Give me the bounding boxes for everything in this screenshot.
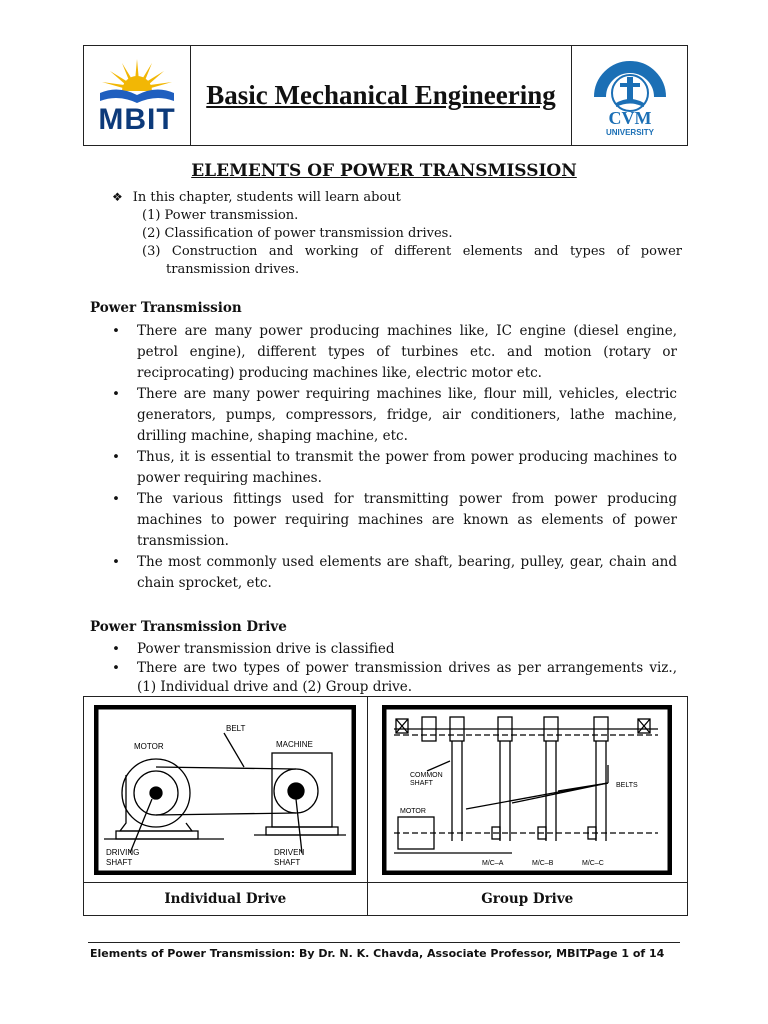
- label-driven: DRIVEN: [274, 847, 305, 857]
- label-machine: MACHINE: [276, 739, 314, 749]
- drive-bullets: [112, 640, 677, 697]
- individual-drive-diagram: [94, 705, 356, 875]
- mbit-logo-text: MBIT: [98, 102, 176, 136]
- label-belts: BELTS: [616, 781, 638, 789]
- course-title: Basic Mechanical Engineering: [206, 80, 556, 110]
- bullet-item: • The various fittings used for transmitting power from power producing machines to power requiring machines are known as elements of power transmission.: [112, 489, 677, 552]
- group-drive-diagram: [382, 705, 672, 875]
- mbit-logo: [84, 46, 191, 145]
- label-motor: MOTOR: [134, 741, 164, 751]
- label-belt: BELT: [226, 723, 246, 733]
- label-driving: DRIVING: [106, 847, 140, 857]
- label-mc-b: M/C–B: [532, 859, 554, 867]
- chapter-intro: [112, 188, 682, 279]
- intro-lead: ❖ In this chapter, students will learn about: [112, 188, 682, 207]
- drive-figure-table: [83, 696, 688, 916]
- individual-drive-figure: [84, 697, 368, 882]
- caption-individual-drive: Individual Drive: [84, 883, 368, 915]
- sunrise-book-icon: [92, 55, 182, 105]
- bullet-item: • The most commonly used elements are shaft, bearing, pulley, gear, chain and chain sprocket, etc.: [112, 552, 677, 594]
- bullet-item: • There are two types of power transmission drives as per arrangements viz., (1) Individual drive and (2) Group drive.: [112, 659, 677, 697]
- bullet-item: • There are many power requiring machines like, flour mill, vehicles, electric generators, pumps, compressors, fridge, air conditioners, lathe machine, drilling machine, shaping machine, etc.: [112, 384, 677, 447]
- label-common: COMMON: [410, 771, 443, 779]
- label-mc-c: M/C–C: [582, 859, 605, 867]
- label-motor: MOTOR: [400, 807, 427, 815]
- cvm-university-emblem-icon: [584, 53, 676, 139]
- power-transmission-bullets: [112, 321, 677, 594]
- caption-group-drive: Group Drive: [481, 891, 574, 907]
- footer-divider: [88, 942, 680, 943]
- bullet-item: • Thus, it is essential to transmit the power from power producing machines to power requiring machines.: [112, 447, 677, 489]
- intro-item: (1) Power transmission.: [142, 208, 299, 223]
- intro-item: (3) Construction and working of different elements and types of power transmission drives.: [142, 244, 682, 277]
- bullet-item: • There are many power producing machines like, IC engine (diesel engine, petrol engine), different types of turbines etc. and motion (rotary or reciprocating) producing machines like, electric motor etc.: [112, 321, 677, 384]
- label-mc-a: M/C–A: [482, 859, 504, 867]
- group-drive-figure: [368, 697, 687, 882]
- footer-page-number: Page 1 of 14: [587, 947, 665, 960]
- course-title-cell: [191, 46, 572, 145]
- label-driven-shaft: SHAFT: [274, 857, 301, 867]
- intro-item: (2) Classification of power transmission drives.: [142, 226, 453, 241]
- section-heading-power-transmission-drive: Power Transmission Drive: [90, 619, 287, 635]
- bullet-item: • Power transmission drive is classified: [112, 640, 677, 659]
- cvm-logo: [572, 46, 687, 145]
- intro-list: [112, 207, 682, 279]
- section-heading-power-transmission: Power Transmission: [90, 300, 242, 316]
- chapter-title: ELEMENTS OF POWER TRANSMISSION: [191, 161, 577, 181]
- label-common-shaft: SHAFT: [410, 779, 434, 787]
- cvm-logo-subtext: UNIVERSITY: [605, 127, 654, 137]
- label-driving-shaft: SHAFT: [106, 857, 133, 867]
- page-header: [83, 45, 688, 146]
- cvm-logo-text: CVM: [608, 107, 651, 128]
- footer-author: Elements of Power Transmission: By Dr. N. K. Chavda, Associate Professor, MBIT.: [90, 947, 590, 960]
